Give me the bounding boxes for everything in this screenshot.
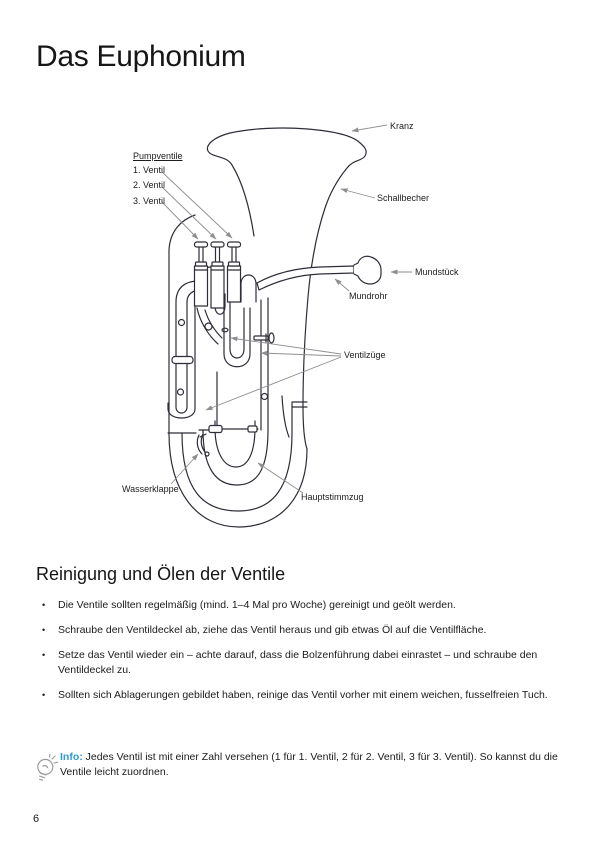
instrument-group [168,128,381,527]
valve-caps [195,242,241,247]
bullet-item: • Die Ventile sollten regelmäßig (mind. 1–4 Mal pro Woche) gereinigt und geölt werden. [40,598,564,613]
bullet-item: • Sollten sich Ablagerungen gebildet haben, reinige das Ventil vorher mit einem weichen, fusselfreien Tuch. [40,688,564,703]
label-ventil-3: 3. Ventil [133,196,166,206]
first-slide-n-loop [241,275,256,302]
mouthpipe [257,266,354,290]
valve-stems [199,247,236,262]
bullet-list [40,598,564,713]
info-label: Info: [60,751,83,763]
label-wasserklappe: Wasserklappe [122,484,179,494]
left-tube-outer-u [168,403,195,418]
leader-mundrohr [335,279,349,291]
brace-sleeve-left [209,426,222,433]
slide-diagonals [197,308,222,425]
leader-ventil-1 [162,172,232,238]
label-ventil-2: 2. Ventil [133,180,166,190]
left-tube-sleeve [172,357,193,364]
brace-sleeve-right [248,426,257,432]
info-text [60,750,562,780]
valve-casings [195,266,241,308]
bow-curve-2 [182,403,292,511]
left-tube-verticals [176,282,195,403]
butterfly-knob [269,333,274,343]
leader-wasserklappe [171,454,198,484]
leader-kranz [352,125,387,131]
section-heading: Reinigung und Ölen der Ventile [36,564,286,584]
label-ventil-1: 1. Ventil [133,165,166,175]
label-mundrohr: Mundrohr [349,291,388,301]
bullet-item: • Setze das Ventil wieder ein – achte darauf, dass die Bolzenführung dabei einrastet – und schraube den Ventildeckel zu. [40,648,564,678]
page-number: 6 [33,813,40,825]
info-body: Jedes Ventil ist mit einer Zahl versehen (1 für 1. Ventil, 2 für 2. Ventil, 3 für 3. Ventil). So kannst du die Ventile leicht zuordnen. [60,751,558,778]
valve-slide-u-outer [224,302,250,367]
leader-schallbecher [341,189,375,198]
leader-ventilzuege-2 [261,353,341,356]
label-ventilzuege: Ventilzüge [344,350,386,360]
bell-lower-left-edge [282,396,289,437]
valve-collars [196,262,240,266]
leader-ventil-2 [162,187,216,239]
label-hauptstimmzug: Hauptstimmzug [301,492,364,502]
label-mundstueck: Mundstück [415,267,459,277]
left-tube-inner-u [176,403,187,413]
leader-lines [162,125,412,493]
mouthpiece [354,256,381,284]
leader-ventilzuege-3 [206,357,341,410]
label-pumpventile: Pumpventile [133,151,183,161]
lightbulb-icon [32,754,58,788]
label-schallbecher: Schallbecher [377,193,430,203]
page-title: Das Euphonium [36,40,246,73]
label-kranz: Kranz [390,121,414,131]
leader-ventil-3 [162,202,198,239]
bullet-item: • Schraube den Ventildeckel ab, ziehe das Ventil heraus und gib etwas Öl auf die Ventilfläche. [40,623,564,638]
info-note [30,750,564,780]
